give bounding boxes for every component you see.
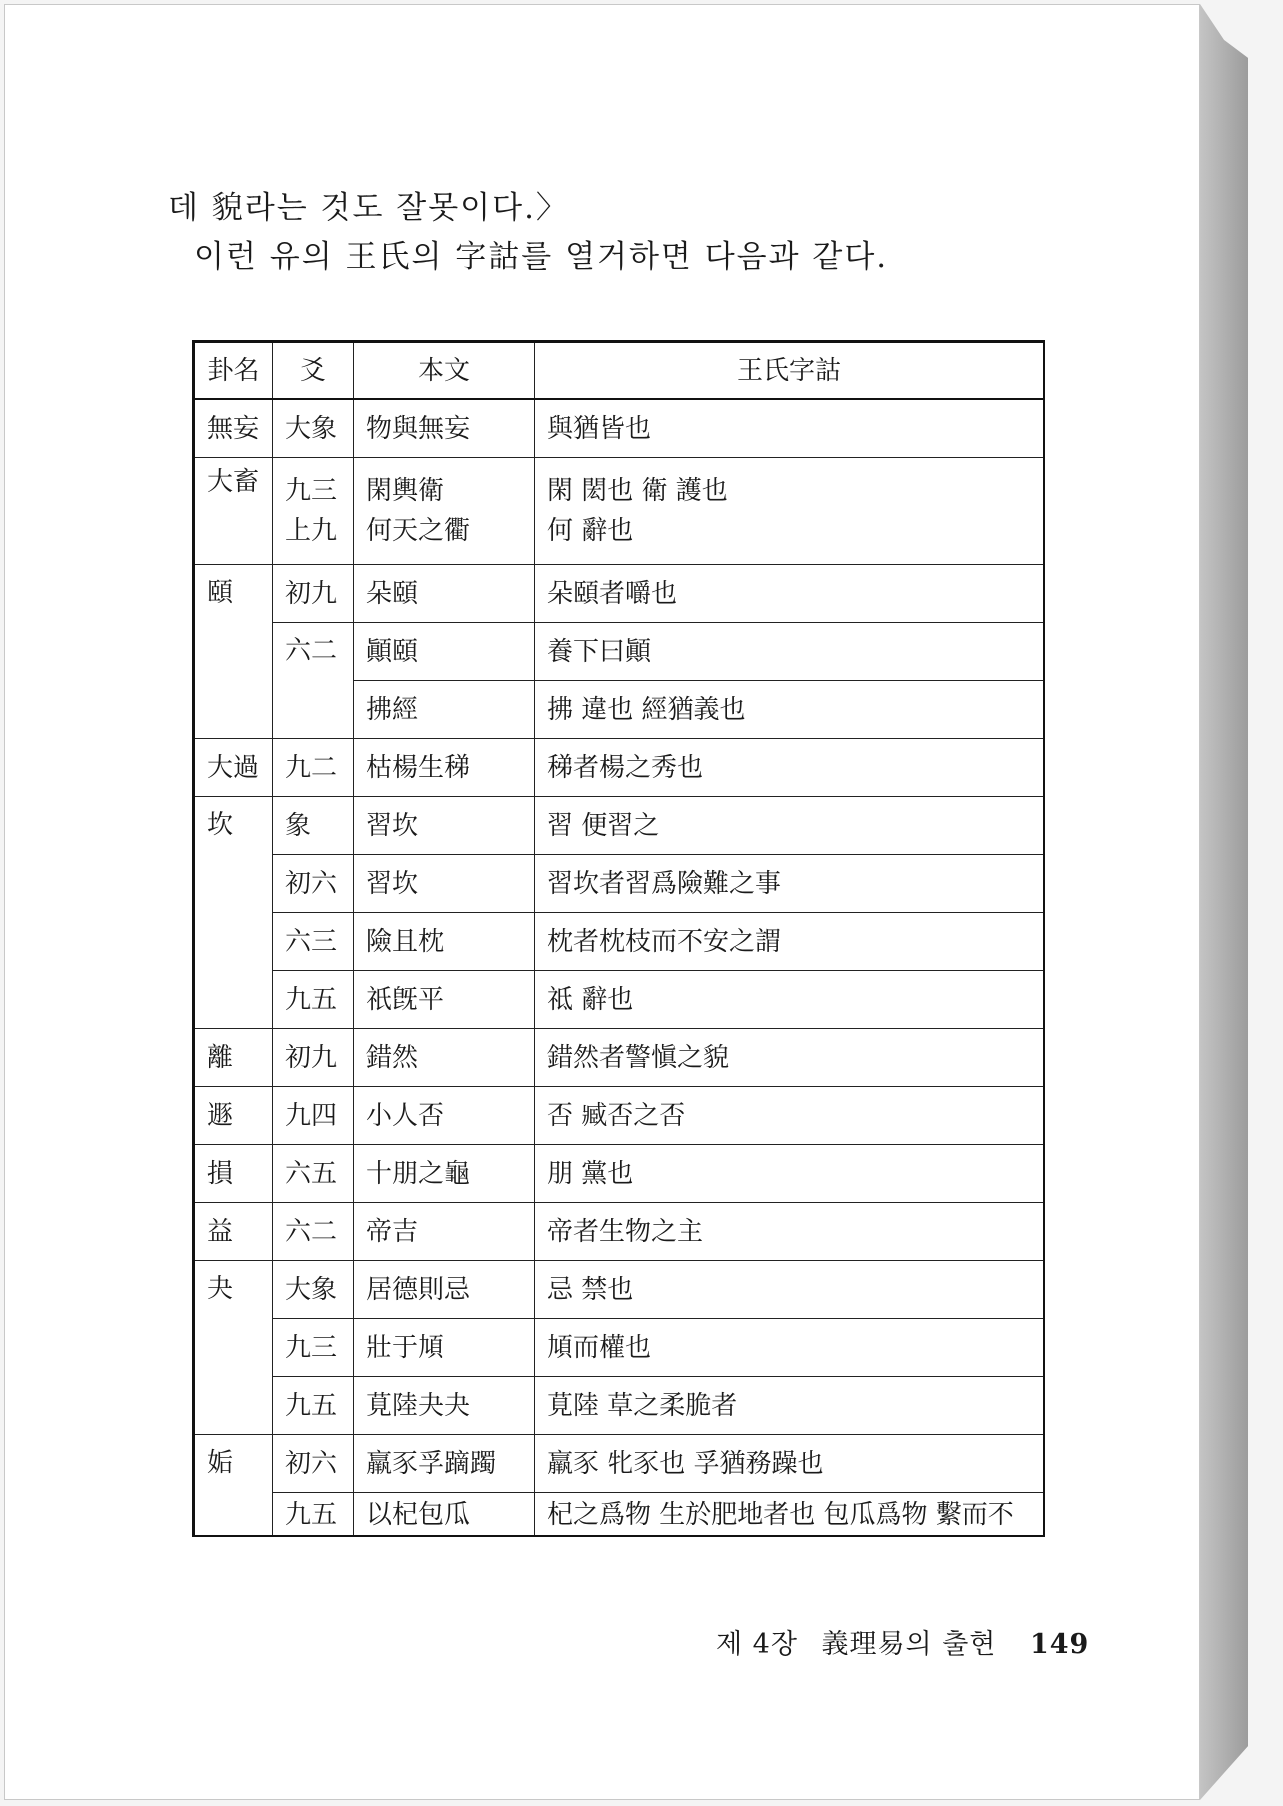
table-row bbox=[194, 855, 1045, 913]
table-row bbox=[194, 565, 1045, 623]
cell-yao: 初九 bbox=[273, 1029, 354, 1087]
header-gua-name: 卦名 bbox=[194, 342, 273, 400]
cell-yao: 九五 bbox=[273, 971, 354, 1029]
cell-zigu: 習 便習之 bbox=[535, 797, 1045, 855]
body-text-line-1: 데 貌라는 것도 잘못이다.〉 bbox=[168, 190, 569, 226]
cell-gua: 遯 bbox=[194, 1087, 273, 1145]
header-wang-zigu: 王氏字詁 bbox=[535, 342, 1045, 400]
table-row bbox=[194, 399, 1045, 458]
cell-yao: 九二 bbox=[273, 739, 354, 797]
cell-text: 居德則忌 bbox=[354, 1261, 535, 1319]
table-row bbox=[194, 1029, 1045, 1087]
cell-text: 帝吉 bbox=[354, 1203, 535, 1261]
cell-zigu: 稊者楊之秀也 bbox=[535, 739, 1045, 797]
cell-yao: 九四 bbox=[273, 1087, 354, 1145]
cell-zigu: 祗 辭也 bbox=[535, 971, 1045, 1029]
cell-zigu: 與猶皆也 bbox=[535, 399, 1045, 458]
table-cut-mask bbox=[186, 1550, 1056, 1580]
cell-gua: 無妄 bbox=[194, 399, 273, 458]
table-row bbox=[194, 797, 1045, 855]
cell-text: 小人否 bbox=[354, 1087, 535, 1145]
cell-gua: 頤 bbox=[194, 565, 273, 739]
table-row bbox=[194, 458, 1045, 565]
cell-zigu: 否 臧否之否 bbox=[535, 1087, 1045, 1145]
table-row bbox=[194, 1087, 1045, 1145]
table-header-row bbox=[194, 342, 1045, 400]
cell-text: 以杞包瓜 bbox=[354, 1493, 535, 1537]
cell-gua: 坎 bbox=[194, 797, 273, 1029]
cell-zigu: 羸豕 牝豕也 孚猶務躁也 bbox=[535, 1435, 1045, 1493]
cell-text: 朵頤 bbox=[354, 565, 535, 623]
cell-text: 十朋之龜 bbox=[354, 1145, 535, 1203]
page-edge-shadow bbox=[1200, 4, 1248, 1800]
cell-yao: 九三 上九 bbox=[273, 458, 354, 565]
cell-text: 羸豕孚蹢躅 bbox=[354, 1435, 535, 1493]
cell-yao: 初九 bbox=[273, 565, 354, 623]
cell-gua: 益 bbox=[194, 1203, 273, 1261]
cell-zigu: 養下曰顚 bbox=[535, 623, 1045, 681]
cell-text: 錯然 bbox=[354, 1029, 535, 1087]
cell-gua: 大畜 bbox=[194, 458, 273, 565]
cell-text: 莧陸夬夬 bbox=[354, 1377, 535, 1435]
cell-text: 險且枕 bbox=[354, 913, 535, 971]
cell-yao: 初六 bbox=[273, 855, 354, 913]
cell-yao: 六二 bbox=[273, 1203, 354, 1261]
table-row bbox=[194, 1319, 1045, 1377]
cell-yao: 九三 bbox=[273, 1319, 354, 1377]
cell-yao: 六三 bbox=[273, 913, 354, 971]
table-row bbox=[194, 1377, 1045, 1435]
table-row bbox=[194, 623, 1045, 681]
cell-yao: 六五 bbox=[273, 1145, 354, 1203]
cell-yao: 大象 bbox=[273, 399, 354, 458]
cell-yao: 六二 bbox=[273, 623, 354, 739]
zigu-table bbox=[192, 340, 1045, 1537]
cell-gua: 夬 bbox=[194, 1261, 273, 1435]
page-footer bbox=[716, 1622, 1103, 1661]
table-row bbox=[194, 1203, 1045, 1261]
table-row bbox=[194, 971, 1045, 1029]
cell-text: 拂經 bbox=[354, 681, 535, 739]
cell-text: 壯于頄 bbox=[354, 1319, 535, 1377]
cell-zigu: 頄而權也 bbox=[535, 1319, 1045, 1377]
cell-zigu: 朵頤者嚼也 bbox=[535, 565, 1045, 623]
table-row bbox=[194, 1261, 1045, 1319]
header-text: 本文 bbox=[354, 342, 535, 400]
header-yao: 爻 bbox=[273, 342, 354, 400]
cell-zigu: 杞之爲物 生於肥地者也 包瓜爲物 繫而不 bbox=[535, 1493, 1045, 1537]
cell-gua: 離 bbox=[194, 1029, 273, 1087]
cell-text: 閑輿衛 何天之衢 bbox=[354, 458, 535, 565]
cell-zigu: 朋 黨也 bbox=[535, 1145, 1045, 1203]
body-text-line-2: 이런 유의 王氏의 字詁를 열거하면 다음과 같다. bbox=[194, 239, 889, 275]
cell-zigu: 忌 禁也 bbox=[535, 1261, 1045, 1319]
cell-zigu: 閑 閎也 衛 護也 何 辭也 bbox=[535, 458, 1045, 565]
cell-yao: 大象 bbox=[273, 1261, 354, 1319]
footer-title: 義理易의 출현 bbox=[821, 1629, 997, 1660]
cell-gua: 大過 bbox=[194, 739, 273, 797]
cell-zigu: 莧陸 草之柔脆者 bbox=[535, 1377, 1045, 1435]
table-row bbox=[194, 1435, 1045, 1493]
cell-yao: 九五 bbox=[273, 1377, 354, 1435]
cell-zigu: 習坎者習爲險難之事 bbox=[535, 855, 1045, 913]
table-row bbox=[194, 913, 1045, 971]
cell-yao: 九五 bbox=[273, 1493, 354, 1537]
cell-gua: 姤 bbox=[194, 1435, 273, 1537]
cell-text: 祇旣平 bbox=[354, 971, 535, 1029]
cell-yao: 象 bbox=[273, 797, 354, 855]
table-row bbox=[194, 739, 1045, 797]
cell-gua: 損 bbox=[194, 1145, 273, 1203]
table-row bbox=[194, 1145, 1045, 1203]
cell-zigu: 帝者生物之主 bbox=[535, 1203, 1045, 1261]
cell-text: 枯楊生稊 bbox=[354, 739, 535, 797]
footer-chapter: 제 4장 bbox=[716, 1629, 798, 1660]
table-row bbox=[194, 1493, 1045, 1537]
cell-yao: 初六 bbox=[273, 1435, 354, 1493]
cell-text: 習坎 bbox=[354, 797, 535, 855]
cell-text: 習坎 bbox=[354, 855, 535, 913]
cell-zigu: 枕者枕枝而不安之謂 bbox=[535, 913, 1045, 971]
page-number: 149 bbox=[1029, 1629, 1090, 1660]
cell-text: 物與無妄 bbox=[354, 399, 535, 458]
cell-zigu: 錯然者警愼之貌 bbox=[535, 1029, 1045, 1087]
cell-zigu: 拂 違也 經猶義也 bbox=[535, 681, 1045, 739]
cell-text: 顚頤 bbox=[354, 623, 535, 681]
